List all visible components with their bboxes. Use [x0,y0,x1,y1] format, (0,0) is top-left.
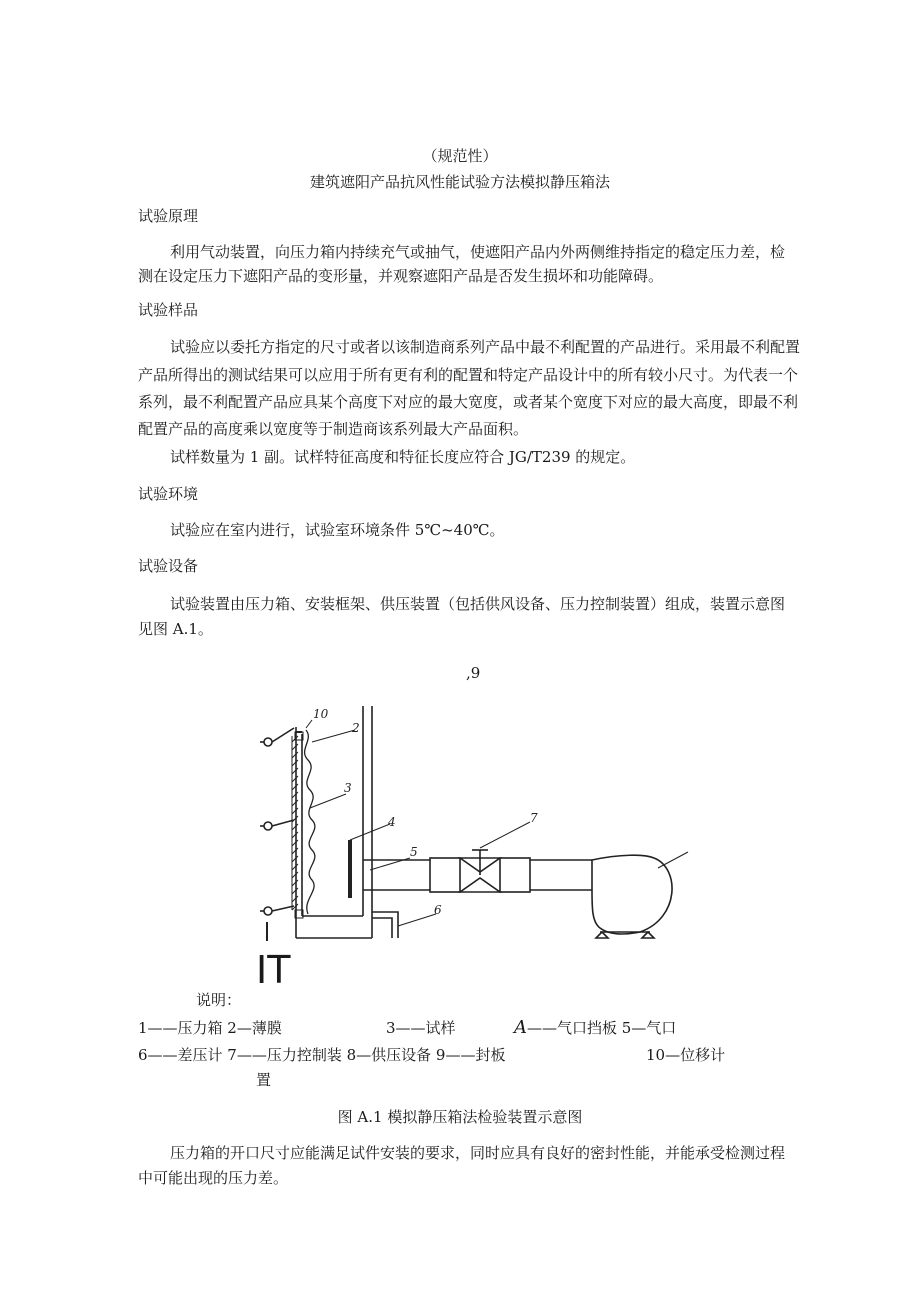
section-heading-equipment: 试验设备 [138,557,199,575]
figure-top-label: ,9 [466,664,481,682]
gauge-middle [260,820,294,830]
callout-7: 7 [530,811,538,825]
legend-entry: 10—位移计 [646,1046,726,1064]
legend-glyph: A [514,1017,527,1038]
paragraph-line: 试样数量为 1 副。试样特征高度和特征长度应符合 JG/T239 的规定。 [170,448,636,466]
paragraph-line: 试验应以委托方指定的尺寸或者以该制造商系列产品中最不利配置的产品进行。采用最不利配置 [170,338,801,356]
callout-6: 6 [434,903,442,917]
callout-3: 3 [344,781,352,795]
paragraph-line: 见图 A.1。 [138,620,213,638]
callout-4: 4 [388,815,396,829]
air-duct [363,850,592,892]
blower-fan [592,855,672,938]
differential-manometer-pipe [372,912,398,938]
callout-10: 10 [313,707,329,721]
gauge-top [260,728,294,746]
paragraph-line: 产品所得出的测试结果可以应用于所有更有利的配置和特定产品设计中的所有较小尺寸。为代表一个 [138,366,799,384]
paragraph-line: 系列，最不利配置产品应具某个高度下对应的最大宽度，或者某个宽度下对应的最大高度，即最不利 [138,393,799,411]
legend-entry: 置 [256,1071,272,1089]
paragraph-line: 利用气动装置，向压力箱内持续充气或抽气，使遮阳产品内外两侧维持指定的稳定压力差，检 [170,243,786,261]
callout-5: 5 [410,845,418,859]
paragraph-line: 中可能出现的压力差。 [138,1169,289,1187]
paragraph-line: 试验装置由压力箱、安装框架、供压装置（包括供风设备、压力控制装置）组成，装置示意图 [170,595,786,613]
paragraph-line: 压力箱的开口尺寸应能满足试件安装的要求，同时应具有良好的密封性能，并能承受检测过程 [170,1144,786,1162]
section-heading-environment: 试验环境 [138,485,199,503]
legend-heading: 说明： [196,991,242,1009]
gauge-bottom [260,906,294,915]
legend-entry [514,1018,676,1038]
legend-entry: 6——差压计 7——压力控制装 8—供压设备 9——封板 [138,1046,506,1064]
legend-entry-text: ——气口挡板 5—气口 [527,1019,677,1037]
paragraph-line: 配置产品的高度乘以宽度等于制造商该系列最大产品面积。 [138,420,529,438]
legend-entry: 3——试样 [386,1019,456,1037]
paragraph-line: 测在设定压力下遮阳产品的变形量，并观察遮阳产品是否发生损坏和功能障碍。 [138,267,664,285]
figure-caption: 图 A.1 模拟静压箱法检验装置示意图 [337,1108,583,1126]
section-heading-principle: 试验原理 [138,207,199,225]
membrane [305,730,315,914]
paragraph-line: 试验应在室内进行，试验室环境条件 5℃~40℃。 [170,521,505,539]
legend-entry: 1——压力箱 2—薄膜 [138,1019,282,1037]
callout-2: 2 [352,721,360,735]
document-title: 建筑遮阳产品抗风性能试验方法模拟静压箱法 [309,173,610,191]
figure-stray-text: IT [256,948,291,992]
section-heading-sample: 试验样品 [138,301,199,319]
normative-label: （规范性） [422,147,498,165]
test-apparatus-diagram [240,698,700,953]
